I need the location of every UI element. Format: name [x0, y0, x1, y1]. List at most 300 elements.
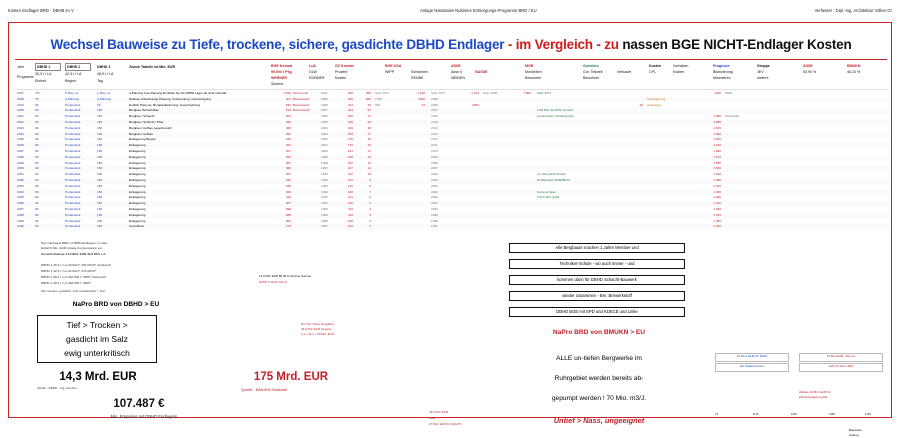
footer-note-1: Weitere 33 Mrd. EUR für — [799, 390, 831, 394]
cell-k2 — [725, 155, 765, 161]
cell-asse: 2015 — [431, 120, 438, 124]
header-asse-sub3: MEINEN — [451, 76, 465, 80]
table-row[interactable] — [13, 103, 889, 109]
mid-note-2: 43,9 Mrd. EUR Gesamt — [301, 327, 332, 331]
cell-ewn — [647, 213, 691, 219]
cell-k3 — [769, 201, 809, 207]
cell-bge2 — [293, 166, 319, 172]
cell-gor: Gesamtrest / Verlängerung — [537, 114, 574, 119]
cell-bge: 524 — [285, 114, 291, 119]
cell-asse2 — [457, 166, 479, 172]
cell-bgeusa — [405, 166, 425, 172]
cell-mor2: 7.900 — [523, 91, 531, 95]
table-row[interactable] — [13, 195, 889, 201]
cell-jahr: 2027 — [17, 149, 24, 153]
header-gor-sub2: Bewohner — [583, 76, 600, 80]
cell-zweck: Einlagerung — [129, 212, 146, 217]
cell-gzp — [375, 120, 401, 126]
cell-asse2 — [457, 137, 479, 143]
table-row[interactable] — [13, 224, 889, 230]
cell-ewn — [647, 178, 691, 184]
cell-bgeusa: 2.108 — [417, 91, 425, 95]
cell-zweck: Endlich Planung, Bergbauförderung, Ausschreibung — [129, 102, 201, 107]
cell-asse: 2008 — [431, 160, 438, 165]
cell-k1: 1400 — [714, 91, 721, 95]
cell-bgeusa — [405, 219, 425, 225]
cell-ewn — [647, 195, 691, 201]
cell-mor2 — [511, 149, 531, 155]
cell-mor — [483, 161, 507, 167]
cell-asse2 — [457, 120, 479, 126]
cell-ewn — [647, 108, 691, 114]
header-bmukn-sub: 46,10 % — [847, 70, 861, 74]
cell-mor2 — [511, 155, 531, 161]
cell-gor — [537, 149, 613, 155]
left-spec-5: Teil- trocken, gasdicht, sehr unterkritisch > Herr — [41, 289, 106, 293]
cell-bge: 381 — [285, 160, 291, 165]
cell-zweck: Einlagerung Beginn — [129, 137, 157, 142]
cell-gor: 1,63 Mrd. Eu B für Konrad — [537, 108, 573, 113]
table-row[interactable] — [13, 178, 889, 184]
header-jahr: Jahr — [17, 65, 24, 69]
cell-asse2 — [457, 207, 479, 213]
cell-bge2 — [293, 213, 319, 219]
cell-zweck: Einlagerung — [129, 207, 146, 211]
cell-bge2 — [293, 143, 319, 149]
cell-b: Probestück — [65, 154, 81, 159]
mid-note-1: Nur Teil: Tiefen Neugaben — [301, 322, 335, 326]
table-row[interactable] — [13, 149, 889, 155]
cell-k2 — [725, 166, 765, 172]
cell-ewn — [647, 207, 691, 213]
cell-bge: 492 — [285, 120, 291, 124]
cell-bge: 452 — [285, 131, 291, 136]
cell-lab: 120 — [347, 201, 353, 206]
cell-b: Probestück — [65, 102, 81, 107]
table-row[interactable] — [13, 97, 889, 103]
header-summe-1: Summe — [271, 82, 284, 86]
cell-a: 90 — [35, 172, 39, 177]
cell-bge: 534 — [285, 102, 291, 107]
cell-bge3: 1997 — [321, 166, 328, 171]
cell-gz: 14 — [367, 149, 371, 153]
cell-gor — [537, 143, 613, 149]
topbar-left-text: Kosten Endlager BRD - DBHB im V — [8, 8, 74, 13]
cell-asse: 2001 — [431, 201, 438, 206]
cell-asse2 — [457, 224, 479, 230]
cell-kwe — [619, 120, 643, 126]
cell-mor — [483, 97, 507, 103]
cell-c: 150 — [97, 160, 103, 165]
cell-bgeusa — [405, 224, 425, 230]
header-bge-konrad: BGE Konrad — [271, 64, 293, 68]
cell-a: 90 — [35, 108, 39, 113]
header-bge-sub: 99.000 t Pkg — [271, 70, 292, 74]
cell-c: 150 — [97, 108, 103, 113]
header-lab-sub2: DONNER — [309, 76, 325, 80]
cell-k3 — [769, 132, 809, 138]
cell-k3 — [769, 137, 809, 143]
cell-gor — [537, 97, 613, 103]
cell-asse: Start 1977 — [431, 91, 446, 95]
cell-bge2 — [293, 126, 319, 132]
cell-gzp — [375, 126, 401, 132]
cell-mor2 — [511, 195, 531, 201]
cell-bge2 — [293, 149, 319, 155]
cell-gzp — [375, 207, 401, 213]
cell-asse: 2005 — [431, 178, 438, 182]
cell-k2 — [725, 201, 765, 207]
tief-line-3: ewig unterkritisch — [64, 348, 130, 358]
cell-kwe — [619, 126, 643, 132]
table-row[interactable] — [13, 161, 889, 167]
cell-kwe — [619, 190, 643, 196]
cell-c: 150 — [97, 125, 103, 130]
header-bgeusa-sub: WIPP — [385, 70, 395, 74]
saving-value: 107.487 € — [113, 398, 165, 410]
cell-gor: 4,1 Mrd. EUR Kosten — [537, 172, 567, 177]
cell-zweck: Nuklear-Arbeit/Lange Planung, Vorbereitung, Genehmigung — [129, 96, 211, 101]
table-row[interactable] — [13, 172, 889, 178]
cell-k2 — [725, 213, 765, 219]
cell-bge3: 1990 — [321, 207, 328, 211]
cell-bge: 289 — [285, 212, 291, 217]
cell-gzp — [375, 137, 401, 143]
cell-gzp: 360 — [375, 102, 381, 107]
cell-k3 — [769, 184, 809, 190]
bottom-value-5: 1,80 — [865, 412, 871, 416]
cell-asse2 — [457, 190, 479, 196]
cell-bgeusa — [405, 195, 425, 201]
cell-c: 150 — [97, 143, 103, 148]
cell-c: 150 — [97, 212, 103, 217]
table-row[interactable] — [13, 120, 889, 126]
table-row[interactable] — [13, 132, 889, 138]
table-row[interactable] — [13, 143, 889, 149]
bottom-value-1: 71 — [715, 412, 719, 416]
cell-a: 90 — [35, 125, 39, 130]
cell-b: Probestück — [65, 195, 81, 200]
cell-jahr: 2035 — [17, 195, 24, 200]
cell-b: Probestück — [65, 201, 81, 206]
cell-bge3: 1993 — [321, 189, 328, 194]
cell-jahr: 2026 — [17, 143, 24, 148]
cell-lab: 185 — [347, 96, 353, 101]
cell-c: 150 — [97, 154, 103, 159]
cell-gz: 3 — [369, 212, 371, 217]
cell-gzp — [375, 184, 401, 190]
cell-bgeusa — [405, 184, 425, 190]
cell-k2 — [725, 195, 765, 201]
table-row[interactable] — [13, 207, 889, 213]
cell-kwe — [619, 184, 643, 190]
table-row[interactable] — [13, 201, 889, 207]
cell-kwe: 29 — [639, 102, 643, 107]
table-row[interactable] — [13, 190, 889, 196]
cell-c: 1 Pkg. LA — [97, 91, 111, 95]
cell-asse2 — [457, 172, 479, 178]
header-prg-sub2: Minimieren — [713, 76, 731, 80]
cell-bge3: 2004 — [321, 125, 328, 130]
cell-jahr: 2039 — [17, 218, 24, 223]
cell-zweck: Einlagerung — [129, 189, 146, 194]
table-row[interactable] — [13, 184, 889, 190]
cell-c: 150 — [97, 137, 103, 142]
cell-c: 90 — [97, 102, 101, 107]
cell-mor2 — [511, 97, 531, 103]
header-bgeusa-sub3: RENNE — [411, 76, 424, 80]
header-bge-sub2: WERNER — [271, 76, 287, 80]
callout-zusammen: wieder zusammen - Ber. Berwerkstoff — [509, 291, 685, 301]
cell-a: 90 — [35, 102, 39, 107]
cell-k3 — [769, 143, 809, 149]
cell-zweck: Bergbau / Aufbau Lagerbereich — [129, 125, 172, 130]
cell-mor — [483, 120, 507, 126]
cell-mor2 — [511, 172, 531, 178]
cell-gz: 355 — [365, 96, 371, 101]
header-prg: Prognose — [713, 64, 730, 68]
cell-bge3: 1994 — [321, 183, 328, 188]
cell-gor — [537, 219, 613, 225]
cell-gzp: Start 1971 — [375, 91, 390, 95]
cell-zweck: Einlagerung — [129, 195, 146, 200]
cell-mor — [483, 137, 507, 143]
cell-k2 — [725, 97, 765, 103]
cell-b: Probestück — [65, 166, 81, 171]
cell-a: 90 — [35, 178, 39, 182]
cell-ewn: Vertiefung — [647, 102, 661, 107]
cell-bge: 369 — [285, 166, 291, 171]
cell-zweck: Einlagerung — [129, 154, 146, 159]
cell-asse: 2013 — [431, 131, 438, 136]
table-row[interactable] — [13, 137, 889, 143]
cell-lab: 112 — [348, 212, 353, 217]
ewn-cost-note-2: auf Staats-Kosten — [715, 363, 789, 372]
mid-note-4: 14,3 Mrd. EUR 80,30 % Summe Summe — [259, 274, 312, 278]
header-kos-sub: CPL — [649, 70, 656, 74]
table-row[interactable] — [13, 108, 889, 114]
table-row[interactable] — [13, 91, 889, 97]
cell-gz: 20 — [367, 120, 371, 124]
cell-k1: 1.630 — [713, 137, 721, 142]
cell-gor — [537, 166, 613, 172]
cell-kwe — [619, 155, 643, 161]
cell-zweck: Einlagerung — [129, 143, 146, 148]
cell-mor2 — [511, 213, 531, 219]
cell-gor — [537, 207, 613, 213]
cell-a: 90 — [35, 166, 39, 171]
cell-a: 90 — [35, 189, 39, 194]
table-row[interactable] — [13, 166, 889, 172]
cell-gz: 22 — [367, 108, 371, 113]
header-mor: MOR — [525, 64, 534, 68]
cell-kwe — [619, 137, 643, 143]
cell-b: Probestück — [65, 160, 81, 165]
tief-line-1: Tief > Trocken > — [66, 320, 128, 330]
cell-a: 90 — [35, 120, 39, 124]
cell-mor2 — [511, 178, 531, 184]
cell-lab: 116 — [348, 207, 353, 211]
cell-gz: 2 — [369, 218, 371, 223]
table-row[interactable] — [13, 219, 889, 225]
cell-gor: für Bauherrn BGE/BK/sf — [537, 178, 570, 182]
cell-k2 — [725, 172, 765, 178]
cell-bge: 336 — [285, 183, 291, 188]
cell-mor2 — [511, 190, 531, 196]
callout-techniker: Techniker-Schule - wo auch immer - und — [509, 259, 685, 269]
cell-bge3: 2002 — [321, 137, 328, 142]
cell-gzp — [375, 108, 401, 114]
napro-brd-bmukn-label: NaPro BRD von BMUKN > EU — [552, 329, 646, 336]
bottom-value-4: 3,89 — [829, 412, 835, 416]
cell-jahr: 2022 — [17, 120, 24, 124]
cell-asse: 2007 — [431, 166, 438, 171]
cell-bge3: 2009 — [321, 96, 328, 101]
cell-lab: 190 — [347, 125, 353, 130]
cell-a: 90 — [35, 224, 39, 229]
cell-k3 — [769, 108, 809, 114]
cell-bge3: 2000 — [321, 149, 328, 153]
cell-jahr: 2019 — [17, 102, 24, 107]
cell-mor — [483, 207, 507, 213]
cell-gor — [537, 213, 613, 219]
cell-asse2 — [457, 195, 479, 201]
cell-zweck: Einlagerung — [129, 183, 146, 188]
cell-k1: 1.570 — [713, 154, 721, 159]
cell-ewn — [647, 120, 691, 126]
cell-gz: 6 — [369, 195, 371, 200]
cell-lab: 132 — [347, 183, 353, 188]
cell-mor — [483, 126, 507, 132]
cell-gor — [537, 155, 613, 161]
cell-lab: 164 — [347, 149, 353, 153]
cell-k3 — [769, 114, 809, 120]
bmukn-total-value: 175 Mrd. EUR — [253, 371, 329, 383]
cell-kwe — [619, 213, 643, 219]
cell-bge2: Summe ab: — [293, 91, 309, 95]
cell-bgeusa: 44 — [421, 102, 425, 107]
cell-bge2 — [293, 132, 319, 138]
header-gz-sub: Prozent — [335, 70, 348, 74]
table-row[interactable] — [13, 213, 889, 219]
cell-k3 — [769, 166, 809, 172]
cell-a: 90 — [35, 114, 39, 119]
cell-gz: 13 — [367, 154, 371, 159]
cell-gzp — [375, 132, 401, 138]
cell-ewn: Verlängerung — [647, 96, 666, 101]
cell-bge2 — [293, 161, 319, 167]
header-kos-sub3: Kosten — [673, 70, 685, 74]
cell-bge2 — [293, 224, 319, 230]
header-gruppe: Gruppe — [757, 64, 770, 68]
cell-k3 — [769, 155, 809, 161]
cell-asse2 — [457, 108, 479, 114]
cell-bge2 — [293, 207, 319, 213]
cell-bge: 346 — [285, 178, 291, 182]
cell-mor — [483, 219, 507, 225]
cell-gz: 5 — [369, 201, 371, 206]
cell-c: 150 — [97, 183, 103, 188]
cell-lab: 108 — [347, 218, 353, 223]
untief-nass-label: Untief > Nass, ungeeignet — [553, 416, 645, 425]
main-sheet — [8, 22, 892, 437]
cell-asse: 2014 — [431, 125, 438, 130]
cell-asse2 — [457, 126, 479, 132]
cell-lab: 213 — [347, 102, 353, 107]
cell-c: 4-Planung — [97, 96, 112, 101]
header-tag: Tag — [97, 79, 103, 83]
cell-gz: 1 — [369, 224, 371, 229]
cell-a: 90 — [35, 137, 39, 142]
cell-b: Probestück — [65, 178, 81, 182]
cell-kwe — [619, 178, 643, 184]
cell-mor: Start 1996 — [483, 91, 498, 95]
cell-gz: 4 — [369, 207, 371, 211]
cell-zweck: Bergbau-/Schachtbau — [129, 108, 159, 113]
header-dbhd2-sub: 42,9 t / LA — [65, 72, 82, 76]
cell-gzp — [375, 161, 401, 167]
cell-mor — [483, 172, 507, 178]
footer-note-2: Zwischenlagerung DE — [799, 395, 828, 399]
cell-gor — [537, 132, 613, 138]
cell-jahr: 2023 — [17, 125, 24, 130]
cell-k3 — [769, 172, 809, 178]
cell-kwe — [619, 172, 643, 178]
cell-gzp — [375, 166, 401, 172]
cell-k2 — [725, 219, 765, 225]
cell-k3 — [769, 224, 809, 230]
cell-gz: 11 — [367, 166, 371, 171]
cell-zweck: Einlagerung — [129, 149, 146, 153]
cell-k2 — [725, 161, 765, 167]
cell-bgeusa — [405, 161, 425, 167]
cell-c: 150 — [97, 195, 103, 200]
table-row[interactable] — [13, 155, 889, 161]
page-title — [9, 37, 893, 52]
cell-bge: 281 — [285, 218, 291, 223]
cell-k1: 1.550 — [713, 160, 721, 165]
cell-b: Probestück — [65, 114, 81, 119]
cell-lab: 147 — [347, 166, 353, 171]
cell-mor2 — [511, 219, 531, 225]
cell-ewn — [647, 149, 691, 155]
cell-gor — [537, 103, 613, 109]
cell-bge3: 1991 — [321, 201, 328, 206]
cell-lab: 214 — [347, 108, 353, 113]
table-row[interactable] — [13, 126, 889, 132]
cell-asse: 2280 — [431, 102, 438, 107]
table-row[interactable] — [13, 114, 889, 120]
napro-brd-dbhd-label: NaPro BRD von DBHD > EU — [72, 301, 160, 308]
cell-ewn — [647, 132, 691, 138]
mid-note-6: 43,9 Mrd. EUR — [429, 410, 449, 414]
cell-b: Probestück — [65, 131, 81, 136]
cell-jahr: 2038 — [17, 212, 24, 217]
cell-k1: 1.490 — [713, 178, 721, 182]
cell-a: 75 — [35, 96, 39, 101]
cell-ewn — [647, 172, 691, 178]
cell-ewn — [647, 201, 691, 207]
cell-k2 — [725, 190, 765, 196]
cell-k2 — [725, 207, 765, 213]
topbar-center-text: Anlage Nationales Nuklares Entsorgungs-Programm BRD / EU — [420, 8, 537, 13]
cell-k1: 1.685 — [713, 120, 721, 124]
cell-bge: 298 — [285, 207, 291, 211]
cell-bgeusa — [405, 108, 425, 114]
cell-k1: 1.470 — [713, 183, 721, 188]
cell-b: Probestück — [65, 212, 81, 217]
cell-lab: 142 — [347, 172, 353, 177]
